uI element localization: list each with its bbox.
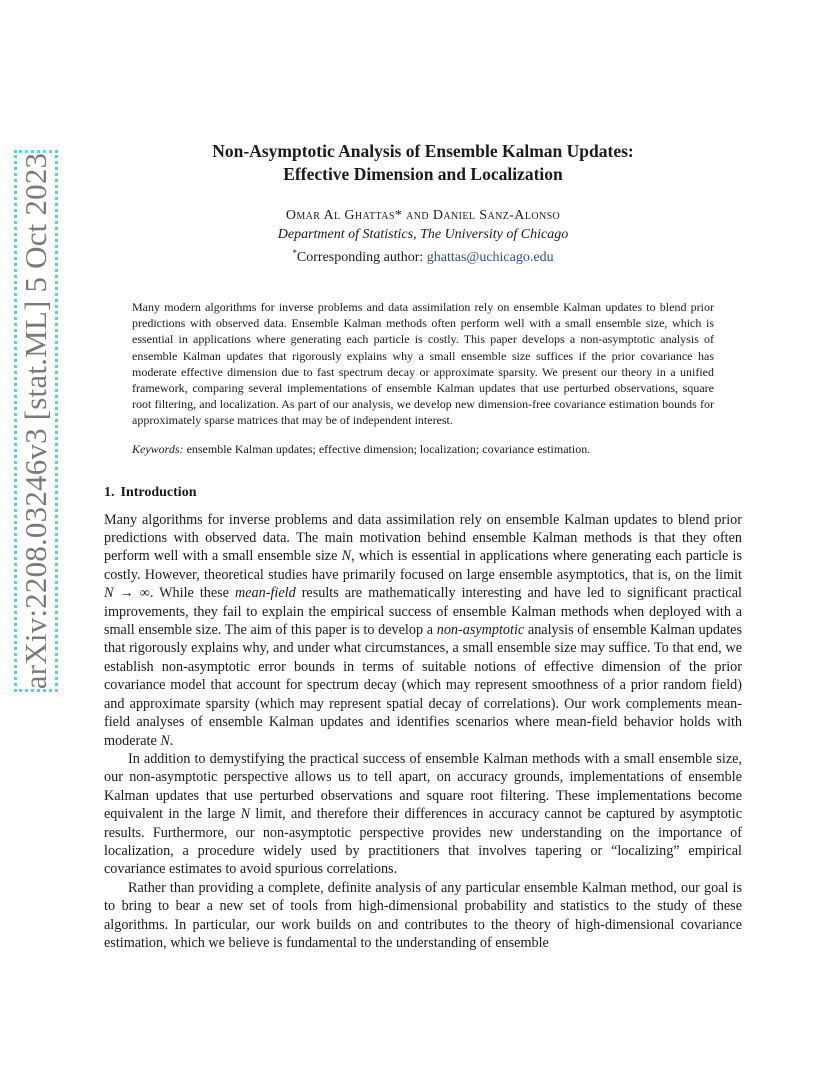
paper-title <box>104 140 742 186</box>
title-line-2: Effective Dimension and Localization <box>283 164 563 184</box>
p1-text-d: results are mathematically interesting and have led to significant practical improvements, they fail to explain the empirical success of ensemble Kalman methods when deployed with a small ensemble size. The aim of this paper is to develop a <box>104 585 742 639</box>
author-conjunction: and <box>402 208 433 223</box>
p1-var-n: N <box>104 585 114 602</box>
author-block <box>104 206 742 267</box>
paragraph-2 <box>104 750 742 879</box>
arxiv-identifier-stamp <box>14 150 58 692</box>
arxiv-id-text: arXiv:2208.03246v3 [stat.ML] 5 Oct 2023 <box>18 152 53 690</box>
p1-text-f: . <box>169 732 174 749</box>
abstract: Many modern algorithms for inverse problems and data assimilation rely on ensemble Kalman updates to blend prior predictions with observed data. Ensemble Kalman methods often perform well with a small ensemble size, which is essential in applications where generating each particle is costly. This paper develops a non-asymptotic analysis of ensemble Kalman updates that rigorously explains why a small ensemble size suffices if the prior covariance has moderate effective dimension due to fast spectrum decay or approximate sparsity. We present our theory in a unified framework, comparing several implementations of ensemble Kalman updates that use perturbed observations, square root filtering, and localization. As part of our analysis, we develop new dimension-free covariance estimation bounds for approximately sparse matrices that may be of independent interest. <box>132 300 714 428</box>
author-1: Omar Al Ghattas* <box>285 208 403 223</box>
p1-limit-arrow: → ∞ <box>113 585 150 602</box>
p2-text-b: limit, and therefore their differences in accuracy cannot be captured by asymptotic results. Furthermore, our non-asymptotic perspective provides new understanding on the importance of localization, a procedure widely used by practitioners that involves tapering or “localizing” empirical covariance estimates to avoid spurious correlations. <box>104 806 742 878</box>
paragraph-3: Rather than providing a complete, definite analysis of any particular ensemble Kalman method, our goal is to bring to bear a new set of tools from high-dimensional probability and statistics to the study of these algorithms. In particular, our work builds on and contributes to the theory of high-dimensional covariance estimation, which we believe is fundamental to the understanding of ensemble <box>104 879 742 951</box>
p1-mean-field: mean-field <box>235 585 296 602</box>
section-number: 1. <box>104 484 115 500</box>
p1-text-c: . While these <box>149 585 236 602</box>
p1-text-b: , which is essential in applications where generating each particle is costly. However, theoretical studies have primarily focused on large ensemble asymptotics, that is, on the limit <box>104 548 742 583</box>
introduction-body <box>104 511 742 953</box>
paragraph-1 <box>104 511 742 750</box>
p2-text-a: In addition to demystifying the practical success of ensemble Kalman methods with a small ensemble size, our non-asymptotic perspective allows us to tell apart, on accuracy grounds, implementations of ensemble Kalman updates that use perturbed observations and square root filtering. These implementations become equivalent in the large <box>104 750 742 823</box>
author-names <box>104 206 742 225</box>
p1-text-e: analysis of ensemble Kalman updates that rigorously explains why, and under what circumstances, a small ensemble size may suffice. To that end, we establish non-asymptotic error bounds in terms of suitable notions of effective dimension of the prior covariance model that account for spectrum decay (which may represent smoothness of a prior random field) and approximate sparsity (which may represent spatial decay of correlations). Our work complements mean-field analyses of ensemble Kalman updates and identifies scenarios where mean-field behavior holds with moderate <box>104 622 742 749</box>
keywords-label: Keywords: <box>132 441 184 456</box>
corresponding-author <box>104 244 742 267</box>
p1-var-n: N <box>160 732 170 749</box>
section-title: Introduction <box>120 484 197 500</box>
p1-var-n: N <box>341 548 352 565</box>
section-heading-introduction <box>104 485 742 501</box>
p1-text-a: Many algorithms for inverse problems and data assimilation rely on ensemble Kalman updates to blend prior predictions with observed data. The main motivation behind ensemble Kalman methods is that they often perform well with a small ensemble size <box>104 511 742 565</box>
title-line-1: Non-Asymptotic Analysis of Ensemble Kalman Updates: <box>212 141 634 161</box>
paper-page <box>104 140 742 952</box>
affiliation: Department of Statistics, The University of Chicago <box>277 227 569 242</box>
corresponding-label: Corresponding author: <box>296 250 427 265</box>
keywords-text: ensemble Kalman updates; effective dimension; localization; covariance estimation. <box>183 441 591 456</box>
p2-var-n: N <box>240 806 251 823</box>
email-link[interactable]: ghattas@uchicago.edu <box>426 250 554 265</box>
keywords <box>132 441 714 457</box>
p1-non-asymptotic: non-asymptotic <box>436 622 525 639</box>
corresponding-mark: * <box>292 248 297 258</box>
author-2: Daniel Sanz-Alonso <box>432 208 561 223</box>
